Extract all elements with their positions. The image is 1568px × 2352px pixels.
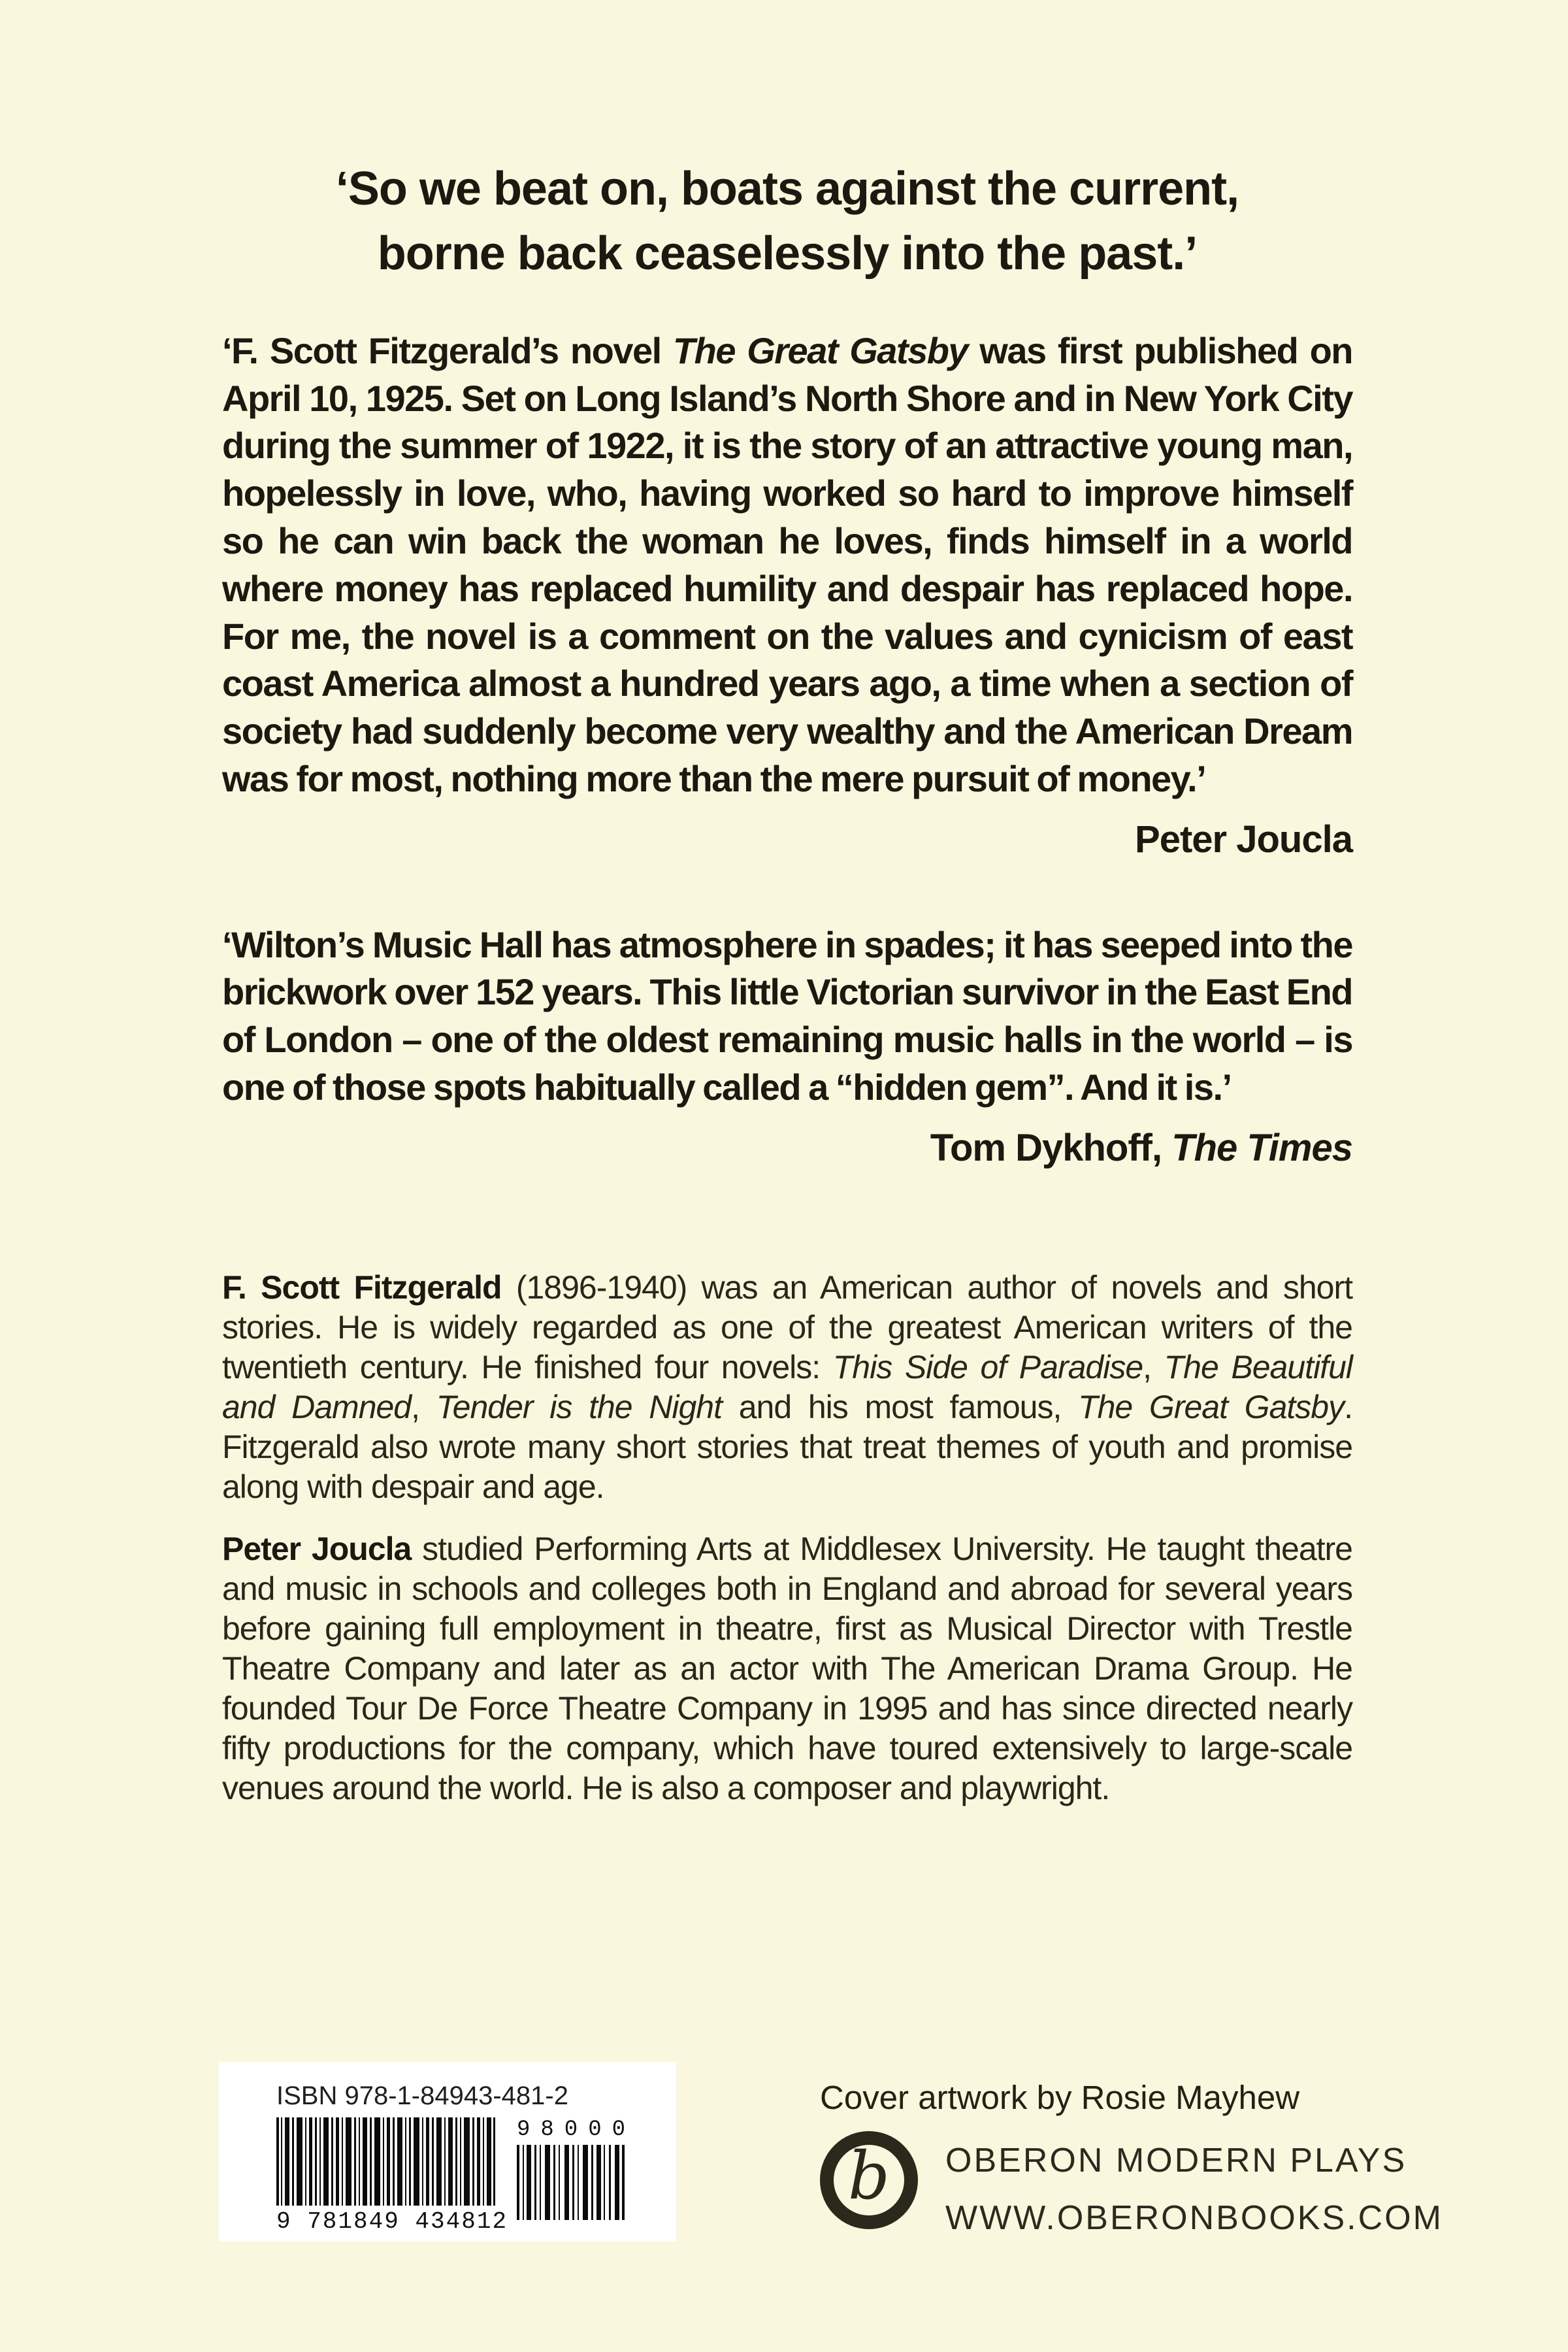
pull-quote-line-2: borne back ceaselessly into the past.’: [377, 227, 1198, 280]
barcode-addon-digits: 98000: [517, 2117, 636, 2142]
pull-quote-line-1: ‘So we beat on, boats against the current,: [335, 163, 1239, 215]
times-quote: ‘Wilton’s Music Hall has atmosphere in spades; it has seeped into the brickwork over 152 years. This little Victorian survivor in the East End of London – one of the oldest remaining music halls in the world – is one of those spots habitually called a “hidden gem”. And it is.’: [222, 923, 1352, 1108]
fitzgerald-bio: [222, 1268, 1352, 1507]
press-quote-attribution: Peter Joucla: [1135, 818, 1352, 861]
fitzgerald-bio-sep1: ,: [1143, 1348, 1164, 1385]
barcode-digits: 9 781849 434812: [276, 2208, 508, 2235]
press-quote-text-pre: ‘F. Scott Fitzgerald’s novel: [222, 329, 673, 371]
oberon-logo: [820, 2131, 918, 2229]
fitzgerald-bio-name: F. Scott Fitzgerald: [222, 1268, 502, 1306]
barcode-block: [219, 2062, 676, 2242]
oberon-logo-letter: b: [847, 2138, 890, 2215]
barcode-row: [276, 2117, 676, 2235]
fitzgerald-bio-seg1: (1896-1940) was an American author of novels and short stories. He is widely regarded as one of the greatest American writers of the twentieth century. He finished four novels:: [222, 1268, 1352, 1385]
ean-barcode-bars: [276, 2117, 495, 2206]
press-quote-text-post: was first published on April 10, 1925. Set on Long Island’s North Shore and in New York City during the summer of 1922, it is the story of an attractive young man, hopelessly in love, who, having worked so hard to improve himself so he can win back the woman he loves, finds himself in a world where money has replaced humility and despair has replaced hope. For me, the novel is a comment on the values and cynicism of east coast America almost a hundred years ago, a time when a section of society had suddenly become very wealthy and the American Dream was for most, nothing more than the mere pursuit of money.’: [222, 329, 1353, 799]
fitzgerald-bio-seg3: . Fitzgerald also wrote many short stories that treat themes of youth and promise along with despair and age.: [222, 1388, 1352, 1505]
times-quote-attribution-name: Tom Dykhoff,: [930, 1126, 1172, 1169]
joucla-bio-text: studied Performing Arts at Middlesex University. He taught theatre and music in schools and colleges both in England and abroad for several years before gaining full employment in theatre, first as Musical Director with Trestle Theatre Company and later as an actor with The American Drama Group. He founded Tour De Force Theatre Company in 1995 and has since directed nearly fifty productions for the company, which have toured extensively to large-scale venues around the world. He is also a composer and playwright.: [222, 1530, 1352, 1806]
fitzgerald-bio-seg2: and his most famous,: [722, 1388, 1079, 1425]
ean-barcode: [276, 2117, 508, 2235]
press-quote-book-title: The Great Gatsby: [672, 329, 968, 371]
ean-addon-bars: [517, 2145, 625, 2220]
cover-artwork-credit: Cover artwork by Rosie Mayhew: [820, 2079, 1300, 2116]
publisher-imprint: OBERON MODERN PLAYS: [945, 2142, 1407, 2179]
joucla-bio: [222, 1529, 1352, 1808]
joucla-bio-name: Peter Joucla: [222, 1530, 412, 1567]
fitzgerald-bio-title4: The Great Gatsby: [1078, 1388, 1345, 1425]
isbn-label: ISBN 978-1-84943-481-2: [276, 2081, 568, 2110]
pull-quote: [222, 157, 1352, 287]
times-quote-attribution-source: The Times: [1171, 1126, 1352, 1169]
publisher-lines: [945, 2132, 1443, 2247]
ean-addon-barcode: [517, 2117, 636, 2220]
fitzgerald-bio-title1: This Side of Paradise: [832, 1348, 1143, 1385]
press-quote: [222, 327, 1352, 803]
back-cover-text-column: [222, 157, 1352, 1808]
publisher-block: [820, 2123, 1443, 2238]
times-quote-attribution: [222, 1126, 1352, 1170]
fitzgerald-bio-sep2: ,: [411, 1388, 436, 1425]
fitzgerald-bio-title2: The Beautiful and Damned: [222, 1348, 1352, 1425]
fitzgerald-bio-title3: Tender is the Night: [436, 1388, 722, 1425]
publisher-website: WWW.OBERONBOOKS.COM: [945, 2199, 1443, 2238]
